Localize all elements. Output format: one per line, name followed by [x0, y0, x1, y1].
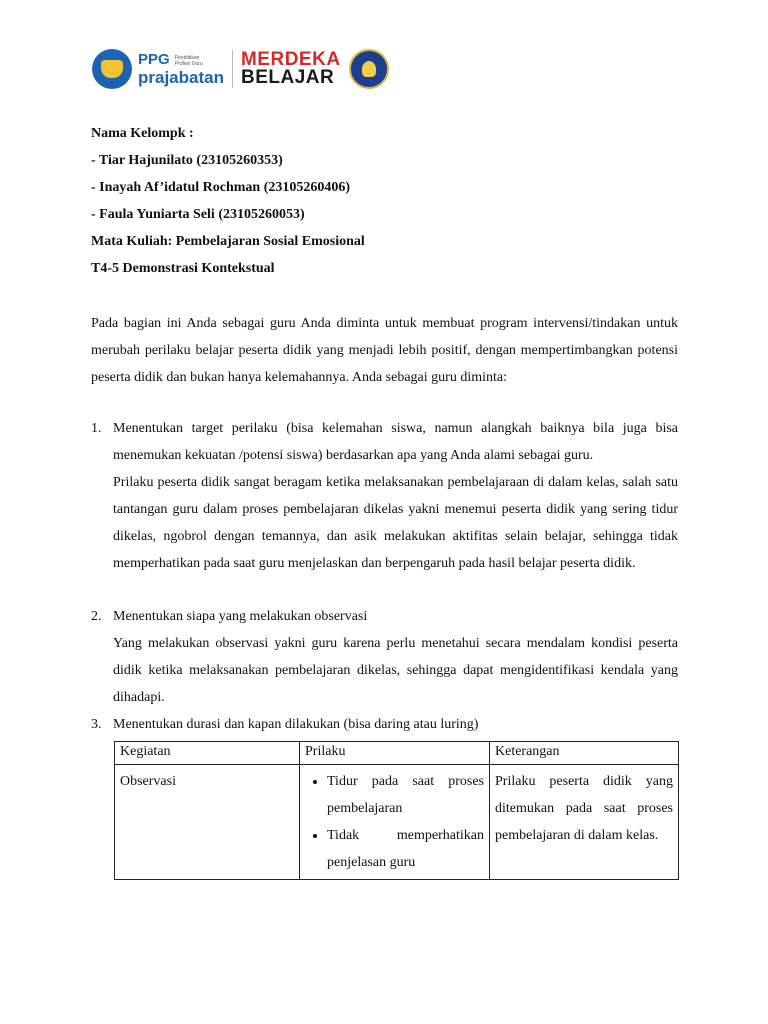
item-1-number: 1.: [91, 421, 102, 436]
ppg-tiny-label: Pendidikan Profesi Guru: [174, 55, 203, 67]
course-title: Mata Kuliah: Pembelajaran Sosial Emosional: [91, 234, 365, 249]
header-logos: [92, 46, 389, 92]
item-2-number: 2.: [91, 609, 102, 624]
cell-keterangan: Prilaku peserta didik yang ditemukan pada saat proses pembelajaran di dalam kelas.: [490, 765, 679, 880]
item-2-answer: Yang melakukan observasi yakni guru karena perlu menetahui secara mendalam kondisi peserta didik ketika melaksanakan pembelajaran dikelas, sehingga dapat mengidentifikasi kendala yang dihadapi.: [113, 636, 678, 705]
member-1: - Tiar Hajunilato (23105260353): [91, 153, 283, 168]
logo-divider: [232, 50, 233, 88]
intro-paragraph: Pada bagian ini Anda sebagai guru Anda diminta untuk membuat program intervensi/tindakan untuk merubah perilaku belajar peserta didik yang menjadi lebih positif, dengan mempertimbangkan potensi peserta didik dan bukan hanya kelemahannya. Anda sebagai guru diminta:: [91, 316, 678, 385]
ppg-logo-icon: [92, 49, 132, 89]
ppg-main-label: prajabatan: [138, 68, 224, 87]
task-title: T4-5 Demonstrasi Kontekstual: [91, 261, 275, 276]
item-3-title: Menentukan durasi dan kapan dilakukan (bisa daring atau luring): [113, 717, 479, 732]
item-3-number: 3.: [91, 717, 102, 732]
ppg-logo-text: [138, 52, 224, 86]
merdeka-belajar-logo: [240, 48, 341, 88]
schedule-table: [114, 741, 679, 880]
item-1-title: Menentukan target perilaku (bisa kelemahan siswa, namun alangkah baiknya bila juga bisa menemukan kekuatan /potensi siswa) berdasarkan apa yang Anda alami sebagai guru.: [113, 421, 678, 463]
merdeka-line2: BELAJAR: [240, 67, 335, 88]
table-row: [115, 765, 679, 880]
cell-kegiatan: Observasi: [115, 765, 300, 880]
list-item: • Tidak memperhatikan penjelasan guru: [327, 822, 484, 876]
table-header-kegiatan: Kegiatan: [115, 742, 300, 765]
ppg-top-label: PPG: [138, 51, 170, 68]
table-header-keterangan: Keterangan: [490, 742, 679, 765]
member-2: - Inayah Af’idatul Rochman (23105260406): [91, 180, 351, 195]
cell-prilaku: [300, 765, 490, 880]
table-header-prilaku: Prilaku: [300, 742, 490, 765]
member-3: - Faula Yuniarta Seli (23105260053): [91, 207, 305, 222]
university-emblem-icon: [349, 49, 389, 89]
table-header-row: [115, 742, 679, 765]
prilaku-list: [305, 768, 484, 876]
item-1-answer: Prilaku peserta didik sangat beragam ketika melaksanakan pembelajaraan di dalam kelas, salah satu tantangan guru dalam proses pembelajaran dikelas yakni menemui peserta didik yang sering tidur dikelas, ngobrol dengan temannya, dan asik melakukan aktifitas selain belajar, sehingga tidak memperhatikan pada saat guru menjelaskan dan berpengaruh pada hasil belajar peserta didik.: [113, 475, 678, 571]
group-label: Nama Kelompk :: [91, 126, 194, 141]
item-2-title: Menentukan siapa yang melakukan observasi: [113, 609, 368, 624]
list-item: • Tidur pada saat proses pembelajaran: [327, 768, 484, 822]
merdeka-line1: MERDEKA: [240, 48, 341, 70]
